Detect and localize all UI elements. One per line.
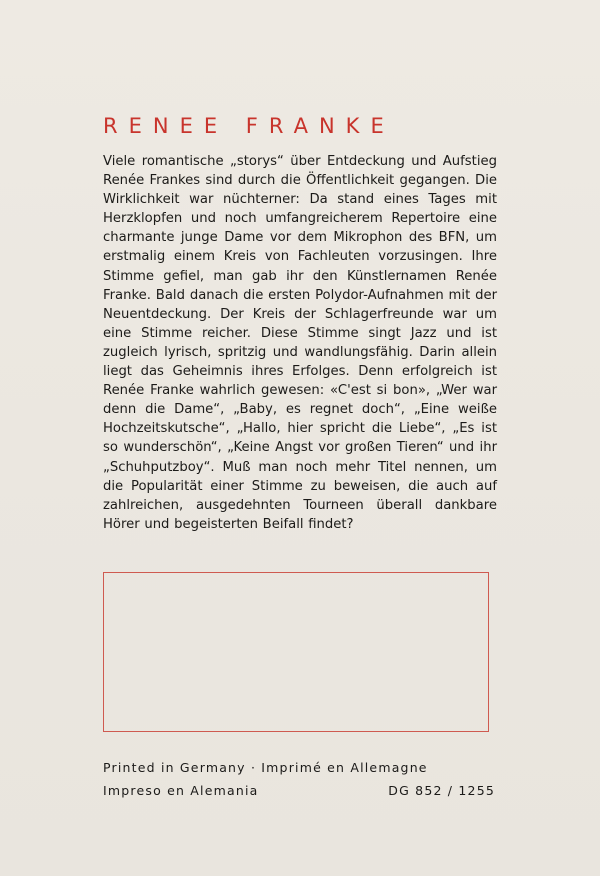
artist-title: RENEE FRANKE xyxy=(103,114,395,138)
printed-line xyxy=(103,760,495,775)
printed-in-text: Printed in Germany · Imprimé en Allemagne xyxy=(103,760,428,775)
impreso-text: Impreso en Alemania xyxy=(103,783,259,798)
impreso-line xyxy=(103,783,495,798)
catalog-number: DG 852 / 1255 xyxy=(388,783,495,798)
biography-text: Viele romantische „storys“ über Entdeckung und Aufstieg Renée Frankes sind durch die Öffentlichkeit gegangen. Die Wirklichkeit war nüchterner: Da stand eines Tages mit Herzklopfen und noch umfangreicherem Repertoire eine charmante junge Dame vor dem Mikrophon des BFN, um erstmalig einem Kreis von Fachleuten vorzusingen. Ihre Stimme gefiel, man gab ihr den Künstlernamen Renée Franke. Bald danach die ersten Polydor-Aufnahmen mit der Neuentdeckung. Der Kreis der Schlagerfreunde war um eine Stimme reicher. Diese Stimme singt Jazz und ist zugleich lyrisch, spritzig und wandlungsfähig. Darin allein liegt das Geheimnis ihres Erfolges. Denn erfolgreich ist Renée Franke wahrlich gewesen: «C'est si bon», „Wer war denn die Dame“, „Baby, es regnet doch“, „Eine weiße Hochzeitskutsche“, „Hallo, hier spricht die Liebe“, „Es ist so wunderschön“, „Keine Angst vor großen Tieren“ und ihr „Schuhputzboy“. Muß man noch mehr Titel nennen, um die Popularität einer Stimme zu beweisen, die auch auf zahlreichen, ausgedehnten Tourneen überall dankbare Hörer und begeisterten Beifall findet? xyxy=(103,154,497,532)
sticker-frame xyxy=(103,572,489,732)
